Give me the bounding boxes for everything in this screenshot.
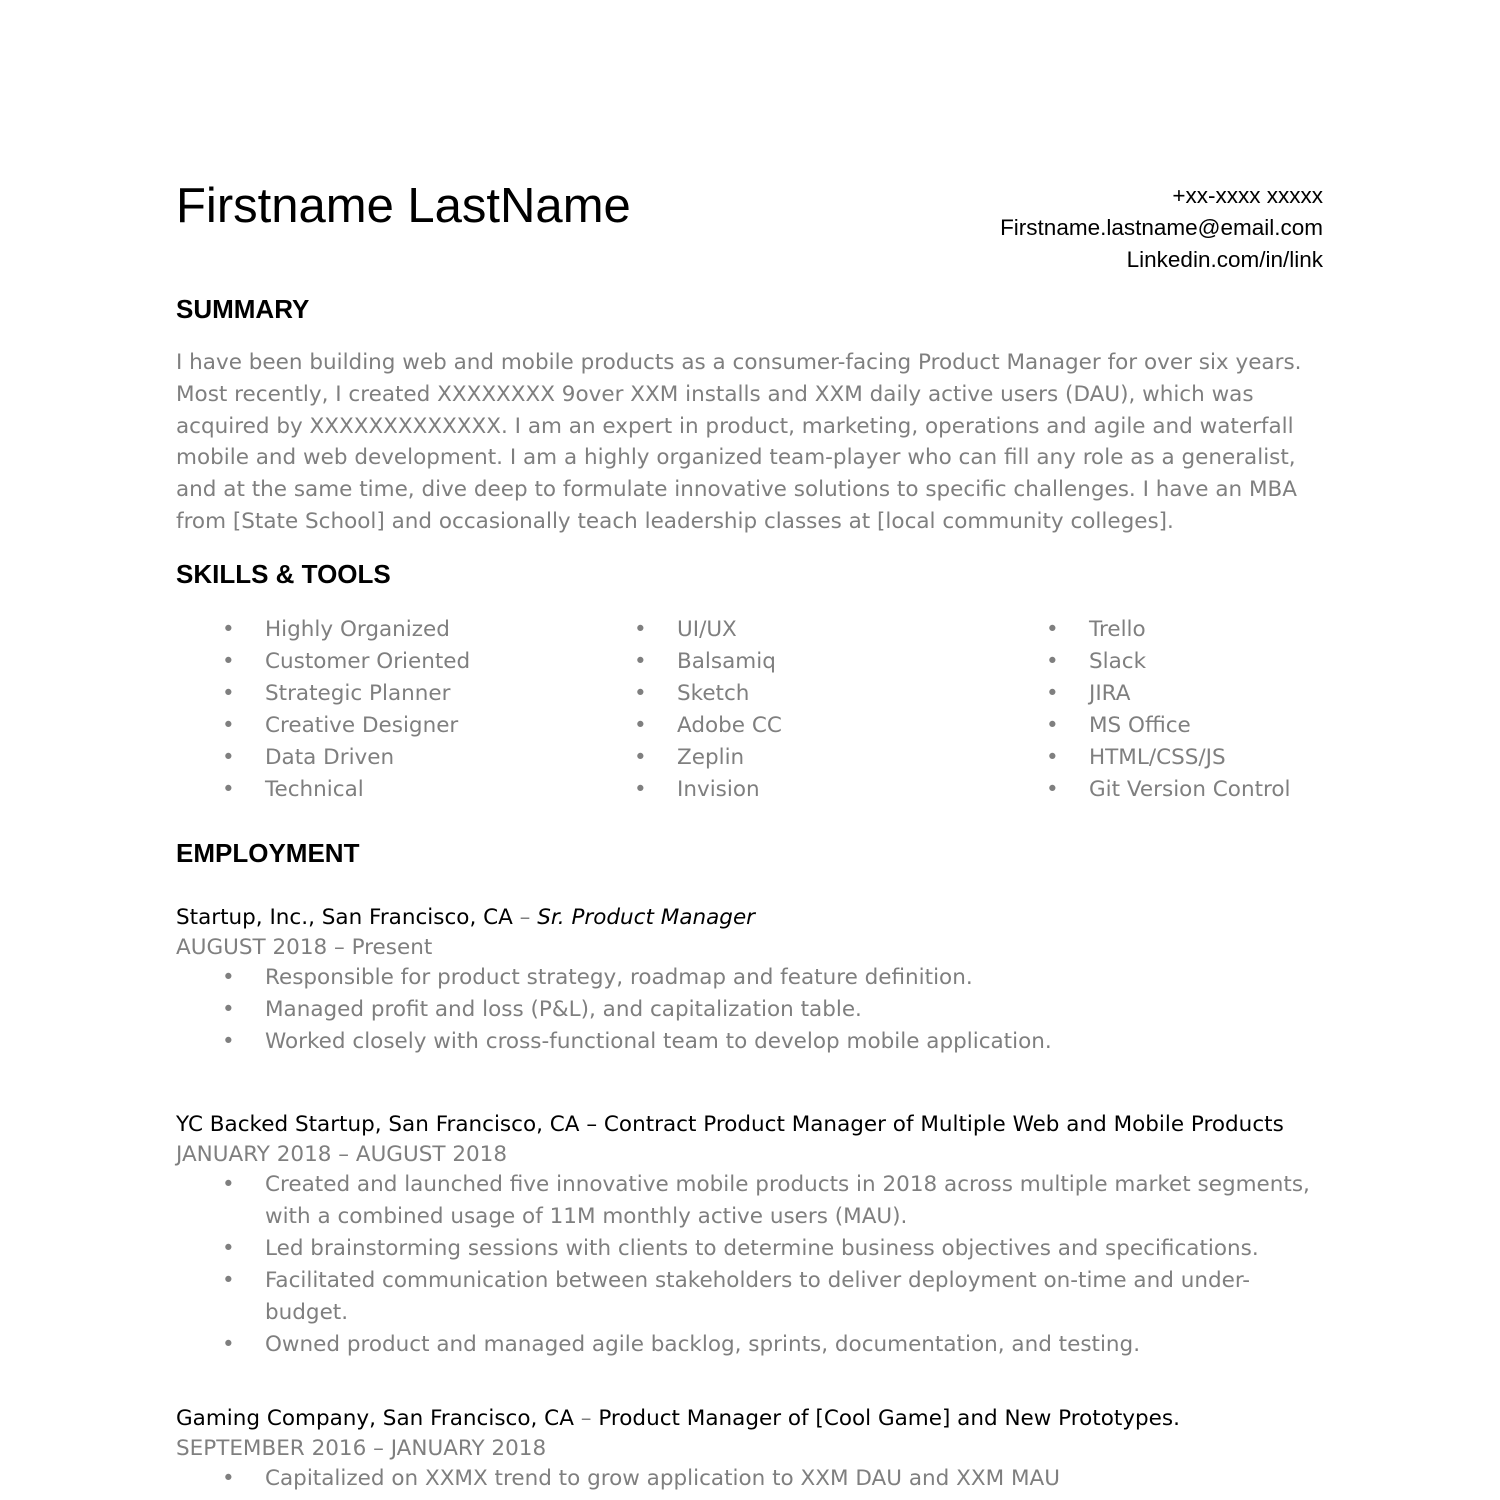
job-bullet: • Owned product and managed agile backlog, sprints, documentation, and testing. (176, 1329, 1326, 1361)
skills-column (1000, 614, 1412, 806)
skill-item: • Trello (1000, 614, 1412, 646)
skills-list (176, 614, 1416, 806)
candidate-name: Firstname LastName (176, 179, 631, 233)
skills-column (588, 614, 1000, 806)
email: Firstname.lastname@email.com (1000, 215, 1323, 240)
job-entry (176, 902, 1356, 1058)
job-dates: AUGUST 2018 – Present (176, 935, 433, 960)
skills-heading: SKILLS & TOOLS (176, 559, 391, 589)
contact-info (1000, 180, 1323, 276)
employment-heading: EMPLOYMENT (176, 838, 360, 868)
skills-column (176, 614, 588, 806)
job-title: Sr. Product Manager (537, 905, 756, 930)
job-entry (176, 1403, 1356, 1495)
job-header: Gaming Company, San Francisco, CA – Product Manager of [Cool Game] and New Prototypes. (176, 1406, 1180, 1431)
company: Startup, Inc., San Francisco, CA (176, 905, 513, 930)
skill-item: • Git Version Control (1000, 774, 1412, 806)
company: YC Backed Startup, San Francisco, CA (176, 1112, 580, 1137)
job-dates: JANUARY 2018 – AUGUST 2018 (176, 1142, 508, 1167)
job-bullet: • Responsible for product strategy, roadmap and feature definition. (176, 962, 1356, 994)
company: Gaming Company, San Francisco, CA (176, 1406, 574, 1431)
skill-item: • Technical (176, 774, 588, 806)
skill-item: • Strategic Planner (176, 678, 588, 710)
job-bullet: • Worked closely with cross-functional team to develop mobile application. (176, 1026, 1356, 1058)
skill-item: • Sketch (588, 678, 1000, 710)
skill-item: • Balsamiq (588, 646, 1000, 678)
skill-item: • UI/UX (588, 614, 1000, 646)
summary-text: I have been building web and mobile products as a consumer-facing Product Manager for over six years. Most recently, I created XXXXXXXX 9over XXM installs and XXM daily active users (DAU), which was acquired by XXXXXXXXXXXXX. I am an expert in product, marketing, operations and agile and waterfall mobile and web development. I am a highly organized team-player who can fill any role as a generalist, and at the same time, dive deep to formulate innovative solutions to specific challenges. I have an MBA from [State School] and occasionally teach leadership classes at [local community colleges]. (176, 350, 1302, 534)
skill-item: • Creative Designer (176, 710, 588, 742)
skill-item: • MS Office (1000, 710, 1412, 742)
job-bullet: • Capitalized on XXMX trend to grow application to XXM DAU and XXM MAU (176, 1463, 1356, 1495)
skill-item: • Adobe CC (588, 710, 1000, 742)
job-header: YC Backed Startup, San Francisco, CA – Contract Product Manager of Multiple Web and Mobile Products (176, 1112, 1284, 1137)
job-bullet: • Led brainstorming sessions with clients to determine business objectives and specifications. (176, 1233, 1326, 1265)
job-header: Startup, Inc., San Francisco, CA – Sr. Product Manager (176, 905, 756, 930)
linkedin: Linkedin.com/in/link (1126, 247, 1323, 272)
skill-item: • HTML/CSS/JS (1000, 742, 1412, 774)
job-bullet: • Managed profit and loss (P&L), and capitalization table. (176, 994, 1356, 1026)
job-dates: SEPTEMBER 2016 – JANUARY 2018 (176, 1436, 547, 1461)
skill-item: • Data Driven (176, 742, 588, 774)
skill-item: • Slack (1000, 646, 1412, 678)
job-title: Product Manager of [Cool Game] and New Prototypes. (598, 1406, 1180, 1431)
job-title: Contract Product Manager of Multiple Web and Mobile Products (603, 1112, 1284, 1137)
skill-item: • Zeplin (588, 742, 1000, 774)
skill-item: • JIRA (1000, 678, 1412, 710)
summary-heading: SUMMARY (176, 294, 310, 324)
phone: +xx-xxxx xxxxx (1172, 183, 1323, 208)
skill-item: • Invision (588, 774, 1000, 806)
skill-item: • Customer Oriented (176, 646, 588, 678)
job-bullet: • Facilitated communication between stakeholders to deliver deployment on-time and under-budget. (176, 1265, 1326, 1329)
job-bullet: • Created and launched five innovative mobile products in 2018 across multiple market segments, with a combined usage of 11M monthly active users (MAU). (176, 1169, 1326, 1233)
skill-item: • Highly Organized (176, 614, 588, 646)
job-entry (176, 1109, 1356, 1361)
